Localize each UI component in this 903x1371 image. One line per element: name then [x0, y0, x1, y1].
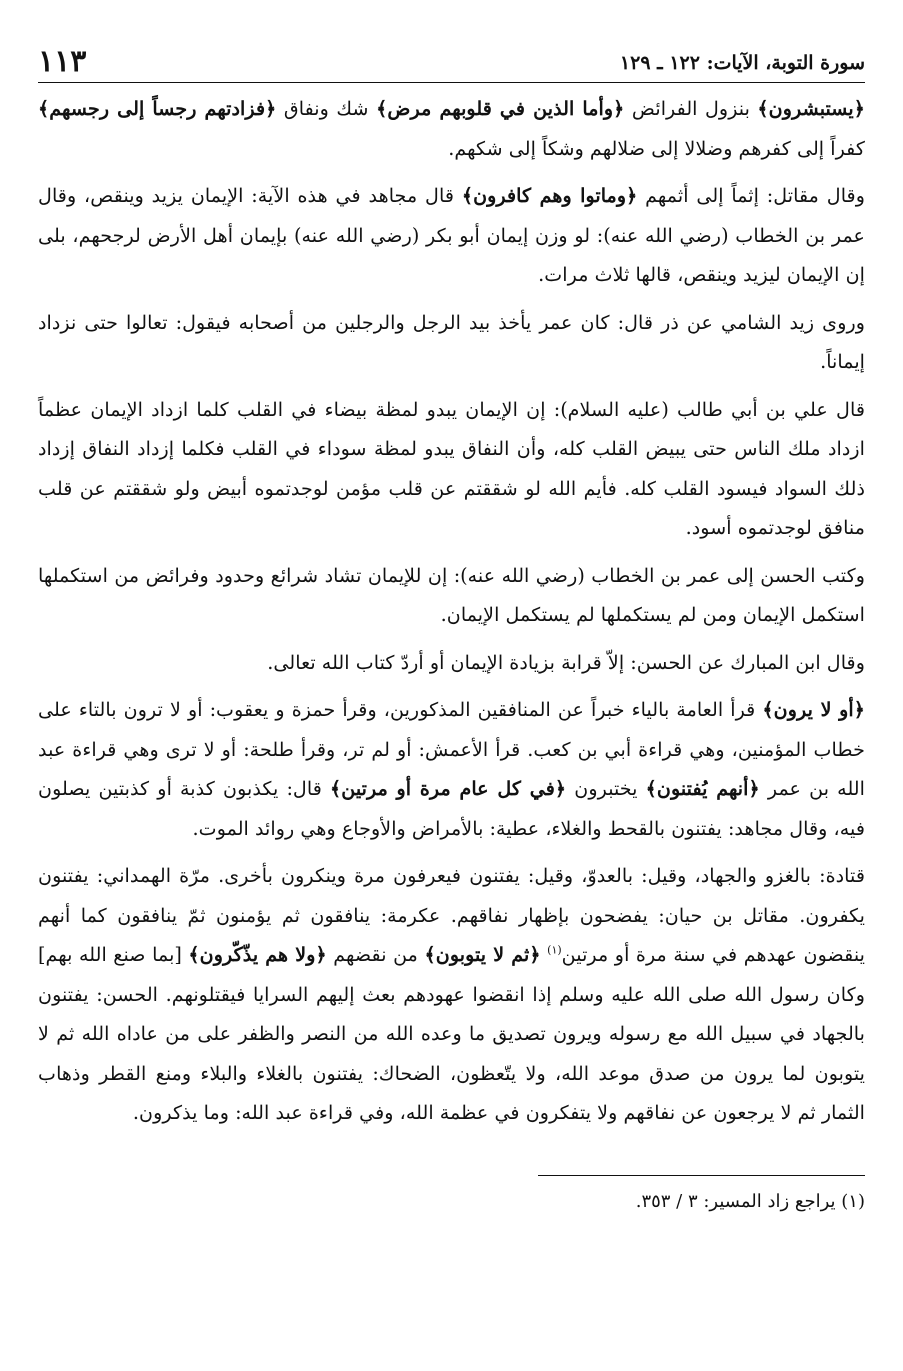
text-run: قرأ العامة بالياء خبراً عن المنافقين المذكورين، وقرأ حمزة و يعقوب: أو لا ترون بالتاء على خطاب المؤمنين، وهي قراءة أبي بن كعب. قرأ الأعمش: أو لم تر، وقرأ طلحة: أو لا ترى وهي قراءة عبد الله بن عمر — [38, 698, 865, 800]
paragraph — [38, 386, 865, 552]
quran-quote: ﴿فزادتهم رجساً إلى رجسهم﴾ — [38, 97, 277, 120]
paragraph — [38, 852, 865, 1137]
text-run: يختبرون — [566, 777, 646, 800]
page-number: ١١٣ — [38, 44, 87, 79]
footnote-separator — [538, 1175, 865, 1176]
text-run: قتادة: بالغزو والجهاد، وقيل: بالعدوّ، وقيل: يفتنون فيعرفون مرة وينكرون بأخرى. مرّة الهمداني: يفتنون يكفرون. مقاتل بن حيان: يفضحون بإظهار نفاقهم. عكرمة: ينافقون ثم يؤمنون ثمّ ينافقون كما أنهم ينقضون عهدهم في سنة مرة أو مرتين — [38, 864, 865, 966]
text-run: وقال مقاتل: إثماً إلى أثمهم — [637, 184, 865, 207]
paragraph — [38, 172, 865, 299]
footnote: (١) يراجع زاد المسير: ٣ / ٣٥٣. — [635, 1190, 865, 1212]
paragraph — [38, 639, 865, 687]
text-run: قال علي بن أبي طالب (عليه السلام): إن الإيمان يبدو لمظة بيضاء في القلب كلما ازداد الإيمان عظماً ازداد ملك الناس حتى يبيض القلب كله، وأن النفاق يبدو لمظة سوداء في القلب فكلما إزداد النفاق إزداد ذلك السواد فيسود القلب كله. فأيم الله لو شققتم عن قلب مؤمن لوجدتموه أبيض ولو شققتم عن قلب منافق لوجدتموه أسود. — [38, 397, 865, 539]
running-title: سورة التوبة، الآيات: ١٢٢ ـ ١٢٩ — [619, 52, 865, 74]
paragraph — [38, 299, 865, 386]
text-run: شك ونفاق — [276, 97, 377, 120]
paragraph — [38, 686, 865, 852]
footnote-separator-wrap — [38, 1137, 865, 1176]
quran-quote: ﴿ثم لا يتوبون﴾ — [424, 943, 541, 966]
text-run: قال مجاهد في هذه الآية: الإيمان يزيد وينقص، وقال عمر بن الخطاب (رضي الله عنه): لو وزن إيمان أبو بكر (رضي الله عنه) بإيمان أهل الأرض لرجحهم، بلى إن الإيمان ليزيد وينقص، قالها ثلاث مرات. — [38, 184, 865, 286]
quran-quote: ﴿أنهم يُفتنون﴾ — [645, 777, 760, 800]
text-run: وروى زيد الشامي عن ذر قال: كان عمر يأخذ بيد الرجل والرجلين من أصحابه فيقول: تعالوا حتى نزداد إيماناً. — [38, 310, 865, 373]
text-run: قال: يكذبون كذبة أو كذبتين يصلون فيه، وقال مجاهد: يفتنون بالقحط والغلاء، عطية: بالأمراض والأوجاع وهي روائد الموت. — [38, 777, 865, 840]
paragraph — [38, 552, 865, 639]
footnote-ref: (١) — [547, 943, 562, 957]
running-header — [38, 34, 865, 83]
paragraph — [38, 83, 865, 172]
text-run: بنزول الفرائض — [624, 97, 758, 120]
text-run: [بما صنع الله بهم] وكان رسول الله صلى الله عليه وسلم إذا انقضوا عهودهم بعث إليهم السرايا فيقتلونهم. الحسن: يفتنون بالجهاد في سبيل الله مع رسوله ويرون تصديق ما وعده الله من النصر والظفر على من عاداه الله ثم لا يتوبون لما يرون من صدق موعد الله، ولا يتّعظون، الضحاك: يفتنون بالغلاء والبلاء ومنع القطر وذهاب الثمار ثم لا يرجعون عن نفاقهم ولا يتفكرون في عظمة الله، وفي قراءة عبد الله: وما يذكرون. — [38, 943, 865, 1124]
text-run: وكتب الحسن إلى عمر بن الخطاب (رضي الله عنه): إن للإيمان تشاد شرائع وحدود وفرائض من استكملها استكمل الإيمان ومن لم يستكملها لم يستكمل الإيمان. — [38, 563, 865, 626]
quran-quote: ﴿يستبشرون﴾ — [757, 97, 865, 120]
text-run: من نقضهم — [326, 943, 425, 966]
quran-quote: ﴿في كل عام مرة أو مرتين﴾ — [330, 777, 567, 800]
text-run: وقال ابن المبارك عن الحسن: إلاّ قرابة بزيادة الإيمان أو أردّ كتاب الله تعالى. — [267, 650, 865, 674]
quran-quote: ﴿ولا هم يذّكّرون﴾ — [188, 943, 327, 966]
quran-quote: ﴿أو لا يرون﴾ — [762, 698, 866, 721]
text-run: كفراً إلى كفرهم وضلالا إلى ضلالهم وشكاً إلى شكهم. — [448, 136, 865, 160]
quran-quote: ﴿وأما الذين في قلوبهم مرض﴾ — [376, 97, 625, 120]
page — [38, 34, 865, 1344]
quran-quote: ﴿وماتوا وهم كافرون﴾ — [461, 184, 638, 207]
body-text — [38, 83, 865, 1137]
